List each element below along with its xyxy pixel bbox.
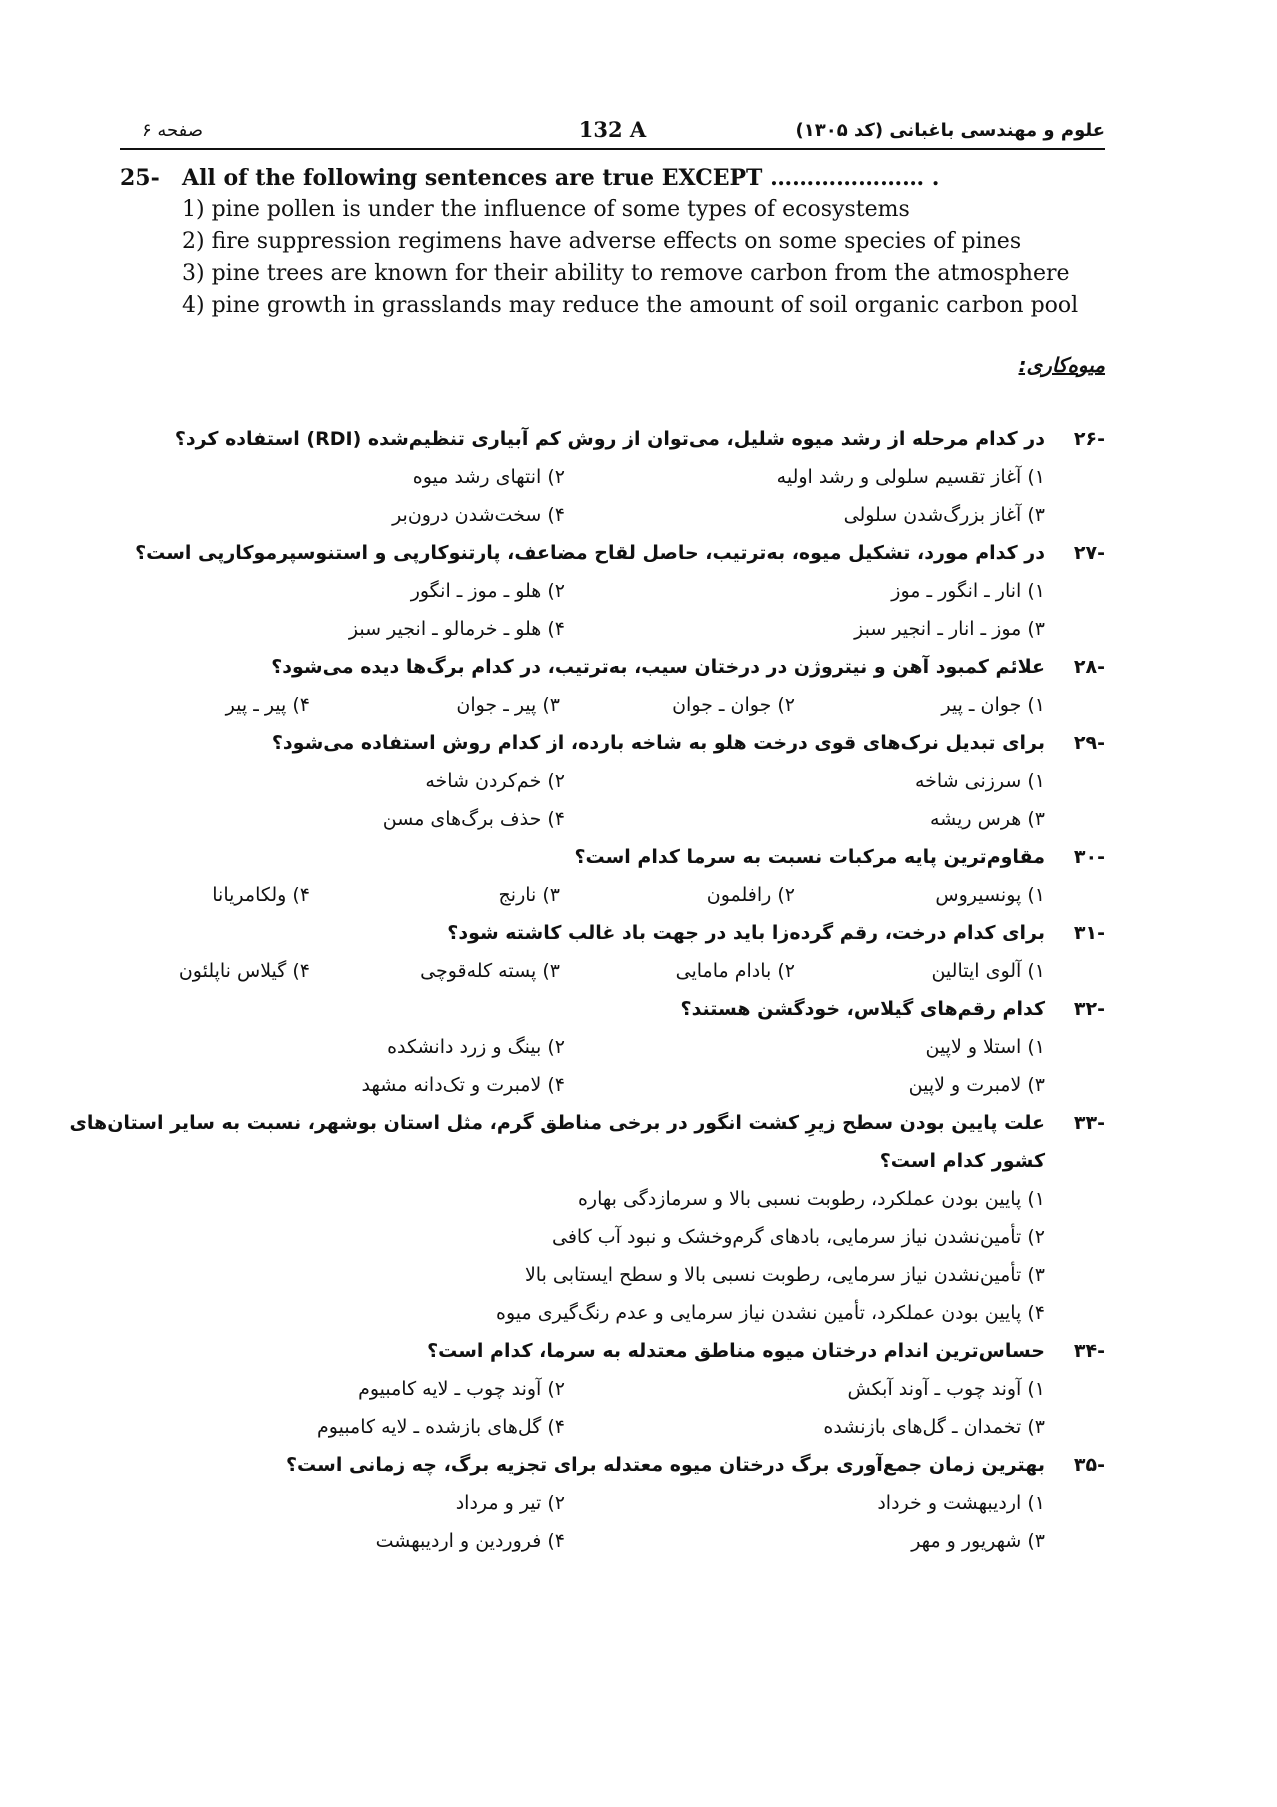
option-2: ۲) تأمین‌نشدن نیاز سرمایی، بادهای گرم‌وخشک و نبود آب کافی <box>552 1226 1045 1248</box>
course-title: علوم و مهندسی باغبانی (کد ۱۳۰۵) <box>795 120 1105 141</box>
option-1: ۱) آوند چوب ـ آوند آبکش <box>847 1378 1045 1400</box>
question-number: 25- <box>120 165 160 191</box>
page-header <box>120 117 1105 150</box>
question-stem: علت پایین بودن سطح زیرِ کشت انگور در برخی مناطق گرم، مثل استان بوشهر، نسبت به سایر استان‌های <box>69 1112 1045 1134</box>
option-4: 4) pine growth in grasslands may reduce the amount of soil organic carbon pool <box>182 293 1079 318</box>
question-33 <box>69 1104 1105 1332</box>
question-stem: در کدام مورد، تشکیل میوه، به‌ترتیب، حاصل لقاح مضاعف، پارتنوکارپی و استنوسپرموکارپی است؟ <box>135 542 1045 564</box>
option-2: ۲) رافلمون <box>706 884 795 906</box>
option-1: ۱) پایین بودن عملکرد، رطوبت نسبی بالا و سرمازدگی بهاره <box>577 1188 1045 1210</box>
questions-list <box>69 420 1105 1560</box>
question-number: -۲۸ <box>1073 656 1105 678</box>
question-29 <box>120 724 1105 838</box>
question-number: -۲۶ <box>1073 428 1105 450</box>
option-4: ۴) پایین بودن عملکرد، تأمین نشدن نیاز سرمایی و عدم رنگ‌گیری میوه <box>496 1302 1045 1324</box>
option-2: ۲) جوان ـ جوان <box>672 694 795 716</box>
question-stem: در کدام مرحله از رشد میوه شلیل، می‌توان از روش کم آبیاری تنظیم‌شده (RDI) استفاده کرد؟ <box>174 428 1045 450</box>
question-30 <box>120 838 1105 914</box>
question-stem: مقاوم‌ترین پایه مرکبات نسبت به سرما کدام است؟ <box>574 846 1045 868</box>
option-4: ۴) گل‌های بازشده ـ لایه کامبیوم <box>317 1416 565 1438</box>
booklet-code: 132 A <box>578 117 647 142</box>
question-31 <box>120 914 1105 990</box>
option-1: ۱) جوان ـ پیر <box>941 694 1045 716</box>
option-2: ۲) هلو ـ موز ـ انگور <box>410 580 565 602</box>
option-2: ۲) انتهای رشد میوه <box>412 466 565 488</box>
question-27 <box>120 534 1105 648</box>
option-4: ۴) هلو ـ خرمالو ـ انجیر سبز <box>348 618 565 640</box>
option-4: ۴) لامبرت و تک‌دانه مشهد <box>361 1074 565 1096</box>
question-stem: برای کدام درخت، رقم گرده‌زا باید در جهت باد غالب کاشته شود؟ <box>447 922 1045 944</box>
option-1: ۱) آلوی ایتالین <box>931 960 1045 982</box>
option-1: ۱) اردیبهشت و خرداد <box>877 1492 1045 1514</box>
question-stem: کدام رقم‌های گیلاس، خودگشن هستند؟ <box>680 998 1045 1020</box>
option-4: ۴) فروردین و اردیبهشت <box>375 1530 565 1552</box>
question-stem: حساس‌ترین اندام درختان میوه مناطق معتدله به سرما، کدام است؟ <box>427 1340 1045 1362</box>
option-1: 1) pine pollen is under the influence of some types of ecosystems <box>182 197 910 222</box>
question-number: -۳۲ <box>1073 998 1105 1020</box>
question-32 <box>120 990 1105 1104</box>
question-number: -۳۱ <box>1073 922 1105 944</box>
option-3: ۳) نارنج <box>498 884 560 906</box>
question-28 <box>120 648 1105 724</box>
option-3: ۳) پیر ـ جوان <box>456 694 560 716</box>
question-34 <box>120 1332 1105 1446</box>
option-1: ۱) پونسیروس <box>935 884 1045 906</box>
question-number: -۳۰ <box>1073 846 1105 868</box>
question-number: -۲۹ <box>1073 732 1105 754</box>
option-3: ۳) پسته کله‌قوچی <box>420 960 560 982</box>
option-1: ۱) آغاز تقسیم سلولی و رشد اولیه <box>776 466 1045 488</box>
option-4: ۴) گیلاس ناپلئون <box>178 960 310 982</box>
option-4: ۴) ولکامریانا <box>212 884 310 906</box>
question-26 <box>120 420 1105 534</box>
question-number: -۳۵ <box>1073 1454 1105 1476</box>
option-4: ۴) حذف برگ‌های مسن <box>382 808 565 830</box>
option-3: ۳) آغاز بزرگ‌شدن سلولی <box>843 504 1045 526</box>
option-2: 2) fire suppression regimens have adverse effects on some species of pines <box>182 229 1022 254</box>
question-stem-continued: کشور کدام است؟ <box>879 1150 1045 1172</box>
question-stem: برای تبدیل نرک‌های قوی درخت هلو به شاخه بارده، از کدام روش استفاده می‌شود؟ <box>271 732 1045 754</box>
option-3: 3) pine trees are known for their ability to remove carbon from the atmosphere <box>182 261 1070 286</box>
option-3: ۳) لامبرت و لاپین <box>908 1074 1045 1096</box>
option-3: ۳) تأمین‌نشدن نیاز سرمایی، رطوبت نسبی بالا و سطح ایستابی بالا <box>524 1264 1045 1286</box>
option-2: ۲) بینگ و زرد دانشکده <box>387 1036 565 1058</box>
question-stem: All of the following sentences are true EXCEPT ………………… . <box>182 165 940 191</box>
question-stem: بهترین زمان جمع‌آوری برگ درختان میوه معتدله برای تجزیه برگ، چه زمانی است؟ <box>286 1454 1045 1476</box>
option-2: ۲) بادام مامایی <box>675 960 795 982</box>
page-number: صفحه ۶ <box>142 120 204 141</box>
option-4: ۴) پیر ـ پیر <box>225 694 310 716</box>
option-2: ۲) خم‌کردن شاخه <box>425 770 565 792</box>
option-1: ۱) استلا و لاپین <box>925 1036 1045 1058</box>
option-2: ۲) آوند چوب ـ لایه کامبیوم <box>358 1378 565 1400</box>
question-25 <box>120 162 1120 322</box>
option-4: ۴) سخت‌شدن درون‌بر <box>392 504 565 526</box>
option-3: ۳) هرس ریشه <box>929 808 1045 830</box>
option-3: ۳) موز ـ انار ـ انجیر سبز <box>854 618 1045 640</box>
option-3: ۳) شهریور و مهر <box>911 1530 1045 1552</box>
section-title: میوه‌کاری: <box>1018 353 1105 377</box>
option-1: ۱) سرزنی شاخه <box>914 770 1045 792</box>
header-divider <box>120 148 1105 150</box>
question-stem: علائم کمبود آهن و نیتروژن در درختان سیب، به‌ترتیب، در کدام برگ‌ها دیده می‌شود؟ <box>271 656 1045 678</box>
question-number: -۲۷ <box>1073 542 1105 564</box>
question-number: -۳۳ <box>1073 1112 1105 1134</box>
question-35 <box>120 1446 1105 1560</box>
question-number: -۳۴ <box>1073 1340 1105 1362</box>
option-1: ۱) انار ـ انگور ـ موز <box>891 580 1045 602</box>
option-3: ۳) تخمدان ـ گل‌های بازنشده <box>823 1416 1045 1438</box>
option-2: ۲) تیر و مرداد <box>455 1492 565 1514</box>
